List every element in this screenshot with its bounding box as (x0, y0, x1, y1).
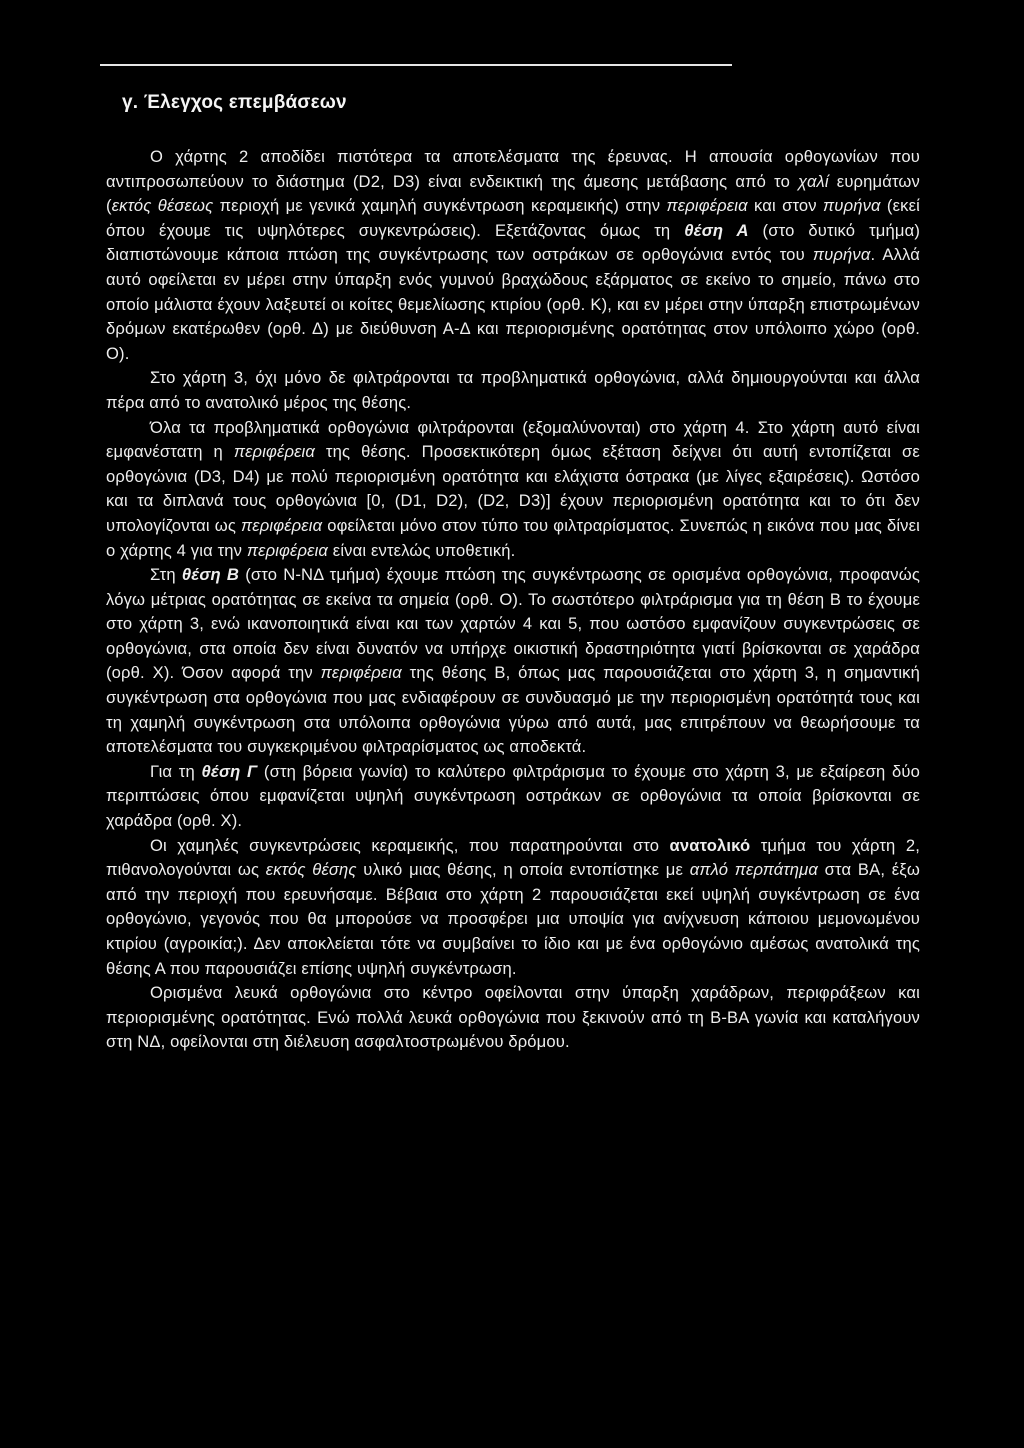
text-run: Στη (150, 565, 182, 585)
text-run: (στο Ν-ΝΔ τμήμα) έχουμε πτώση της συγκέντρωσης σε ορισμένα ορθογώνια, προφανώς λόγω μέτριας ορατότητας σε εκείνα τα σημεία (ορθ. Ο). Το σωστότερο φιλτράρισμα για τη θέση Β το έχουμε στο χάρτη 3, ενώ ικανοποιητικά είναι και των χαρτών 4 και 5, που ωστόσο εμφανίζουν συγκεντρώσεις σε ορθογώνια, στα οποία δεν είναι δυνατόν να υπήρχε οικιστική δραστηριότητα γιατί βρίσκονται σε χαράδρα (ορθ. Χ). Όσον αφορά την (106, 565, 920, 683)
text-run: ανατολικό (669, 835, 751, 855)
text-run: περιοχή με γενικά χαμηλή συγκέντρωση κεραμεικής) στην (213, 196, 667, 216)
text-run: περιφέρεια (241, 515, 323, 535)
text-run: χαλί (798, 171, 829, 191)
text-run: Οι χαμηλές συγκεντρώσεις κεραμεικής, που παρατηρούνται στο (150, 835, 670, 855)
text-run: Στο χάρτη 3, όχι μόνο δε φιλτράρονται τα προβληματικά ορθογώνια, αλλά δημιουργούνται και άλλα πέρα από το ανατολικό μέρος της θέσης. (106, 368, 920, 412)
paragraph (106, 834, 920, 982)
text-run: και στον (747, 196, 824, 216)
text-run: (εκεί όπου έχουμε τις υψηλότερες συγκεντρώσεις). Εξετάζοντας όμως τη (106, 196, 920, 240)
top-rule (100, 64, 732, 66)
body-text (106, 145, 920, 1055)
paragraph (106, 366, 920, 415)
text-run: περιφέρεια (666, 196, 748, 216)
text-run: θέση Α (684, 220, 749, 240)
text-run: θέση Γ (201, 761, 258, 781)
text-run: της θέσης Β, όπως μας παρουσιάζεται στο χάρτη 3, η σημαντική συγκέντρωση στα ορθογώνια που μας ενδιαφέρουν σε συνδυασμό με την περιορισμένη ορατότητά τους και τη χαμηλή συγκέντρωση στα υπόλοιπα ορθογώνια γύρω από αυτά, μας επιτρέπουν να θεωρήσουμε τα αποτελέσματα του συγκεκριμένου φιλτραρίσματος ως αποδεκτά. (106, 663, 920, 757)
page-content (106, 88, 920, 1055)
text-run: ευρημάτων ( (106, 171, 920, 216)
text-run: περιφέρεια (320, 663, 402, 683)
text-run: πυρήνα (812, 245, 871, 265)
text-run: (στη βόρεια γωνία) το καλύτερο φιλτράρισμα το έχουμε στο χάρτη 3, με εξαίρεση δύο περιπτώσεις όπου εμφανίζεται υψηλή συγκέντρωση οστράκων σε ορθογώνια τα οποία βρίσκονται σε χαράδρα (ορθ. Χ). (106, 761, 920, 831)
text-run: περιφέρεια (233, 442, 315, 462)
text-run: Ορισμένα λευκά ορθογώνια στο κέντρο οφείλονται στην ύπαρξη χαράδρων, περιφράξεων και περιορισμένης ορατότητας. Ενώ πολλά λευκά ορθογώνια που ξεκινούν από τη Β-ΒΑ γωνία και καταλήγουν στη ΝΔ, οφείλονται στη διέλευση ασφαλτοστρωμένου δρόμου. (106, 983, 920, 1052)
text-run: απλό περπάτημα (689, 860, 818, 880)
text-run: . Αλλά αυτό οφείλεται εν μέρει στην ύπαρξη ενός γυμνού βραχώδους εξάρματος σε εκείνο το σημείο, πάνω στο οποίο μάλιστα έχουν λαξευτεί οι κοίτες θεμελίωσης κτιρίου (ορθ. Κ), και εν μέρει στην ύπαρξη επιστρωμένων δρόμων εκατέρωθεν (ορθ. Δ) με διεύθυνση Α-Δ και περιορισμένης ορατότητας στον υπόλοιπο χώρο (ορθ. Ο). (106, 245, 920, 363)
text-run: οφείλεται μόνο στον τύπο του φιλτραρίσματος. Συνεπώς η εικόνα που μας δίνει ο χάρτης 4 για την (106, 515, 921, 560)
text-run: (στο δυτικό τμήμα) διαπιστώνουμε κάποια πτώση της συγκέντρωσης των οστράκων σε ορθογώνια εντός του (106, 220, 921, 265)
text-run: Για τη (150, 761, 202, 781)
text-run: τμήμα του χάρτη 2, πιθανολογούνται ως (106, 835, 920, 880)
paragraph (106, 416, 920, 564)
text-run: υλικό μιας θέσης, η οποία εντοπίστηκε με (356, 860, 690, 880)
text-run: περιφέρεια (246, 540, 329, 560)
text-run: εκτός θέσεως (111, 196, 214, 216)
text-run: πυρήνα (823, 196, 881, 216)
section-heading: γ. Έλεγχος επεμβάσεων (122, 92, 347, 113)
text-run: στα ΒΑ, έξω από την περιοχή που ερευνήσαμε. Βέβαια στο χάρτη 2 παρουσιάζεται εκεί υψηλή συγκέντρωση σε ένα ορθογώνιο, γεγονός που θα μπορούσε να προσφέρει μια υποψία για ανίχνευση κάποιου μεμονωμένου κτιρίου (αγροικία;). Δεν αποκλείεται τότε να συμβαίνει το ίδιο και με ένα ορθογώνιο αμέσως ανατολικά της θέσης Α που παρουσιάζει επίσης υψηλή συγκέντρωση. (106, 860, 920, 978)
text-run: εκτός θέσης (265, 860, 357, 880)
paragraph (106, 145, 920, 366)
paragraph (106, 760, 920, 834)
text-run: της θέσης. Προσεκτικότερη όμως εξέταση δείχνει ότι αυτή εντοπίζεται σε ορθογώνια (D3, D4) με πολύ περιορισμένη ορατότητα και ελάχιστα όστρακα (με λίγες εξαιρέσεις). Ωστόσο και τα διπλανά τους ορθογώνια [0, (D1, D2), (D2, D3)] έχουν περιορισμένη ορατότητα και το ότι δεν υπολογίζονται ως (106, 442, 920, 535)
text-run: Ο χάρτης 2 αποδίδει πιστότερα τα αποτελέσματα της έρευνας. Η απουσία ορθογωνίων που αντιπροσωπεύουν το διάστημα (D2, D3) είναι ενδεικτική της άμεσης μετάβασης από το (106, 147, 920, 191)
text-run: θέση Β (181, 565, 240, 585)
paragraph (106, 981, 920, 1055)
text-run: Όλα τα προβληματικά ορθογώνια φιλτράρονται (εξομαλύνονται) στο χάρτη 4. Στο χάρτη αυτό είναι εμφανέστατη η (106, 417, 920, 462)
text-run: είναι εντελώς υποθετική. (328, 540, 516, 560)
paragraph (106, 563, 920, 760)
